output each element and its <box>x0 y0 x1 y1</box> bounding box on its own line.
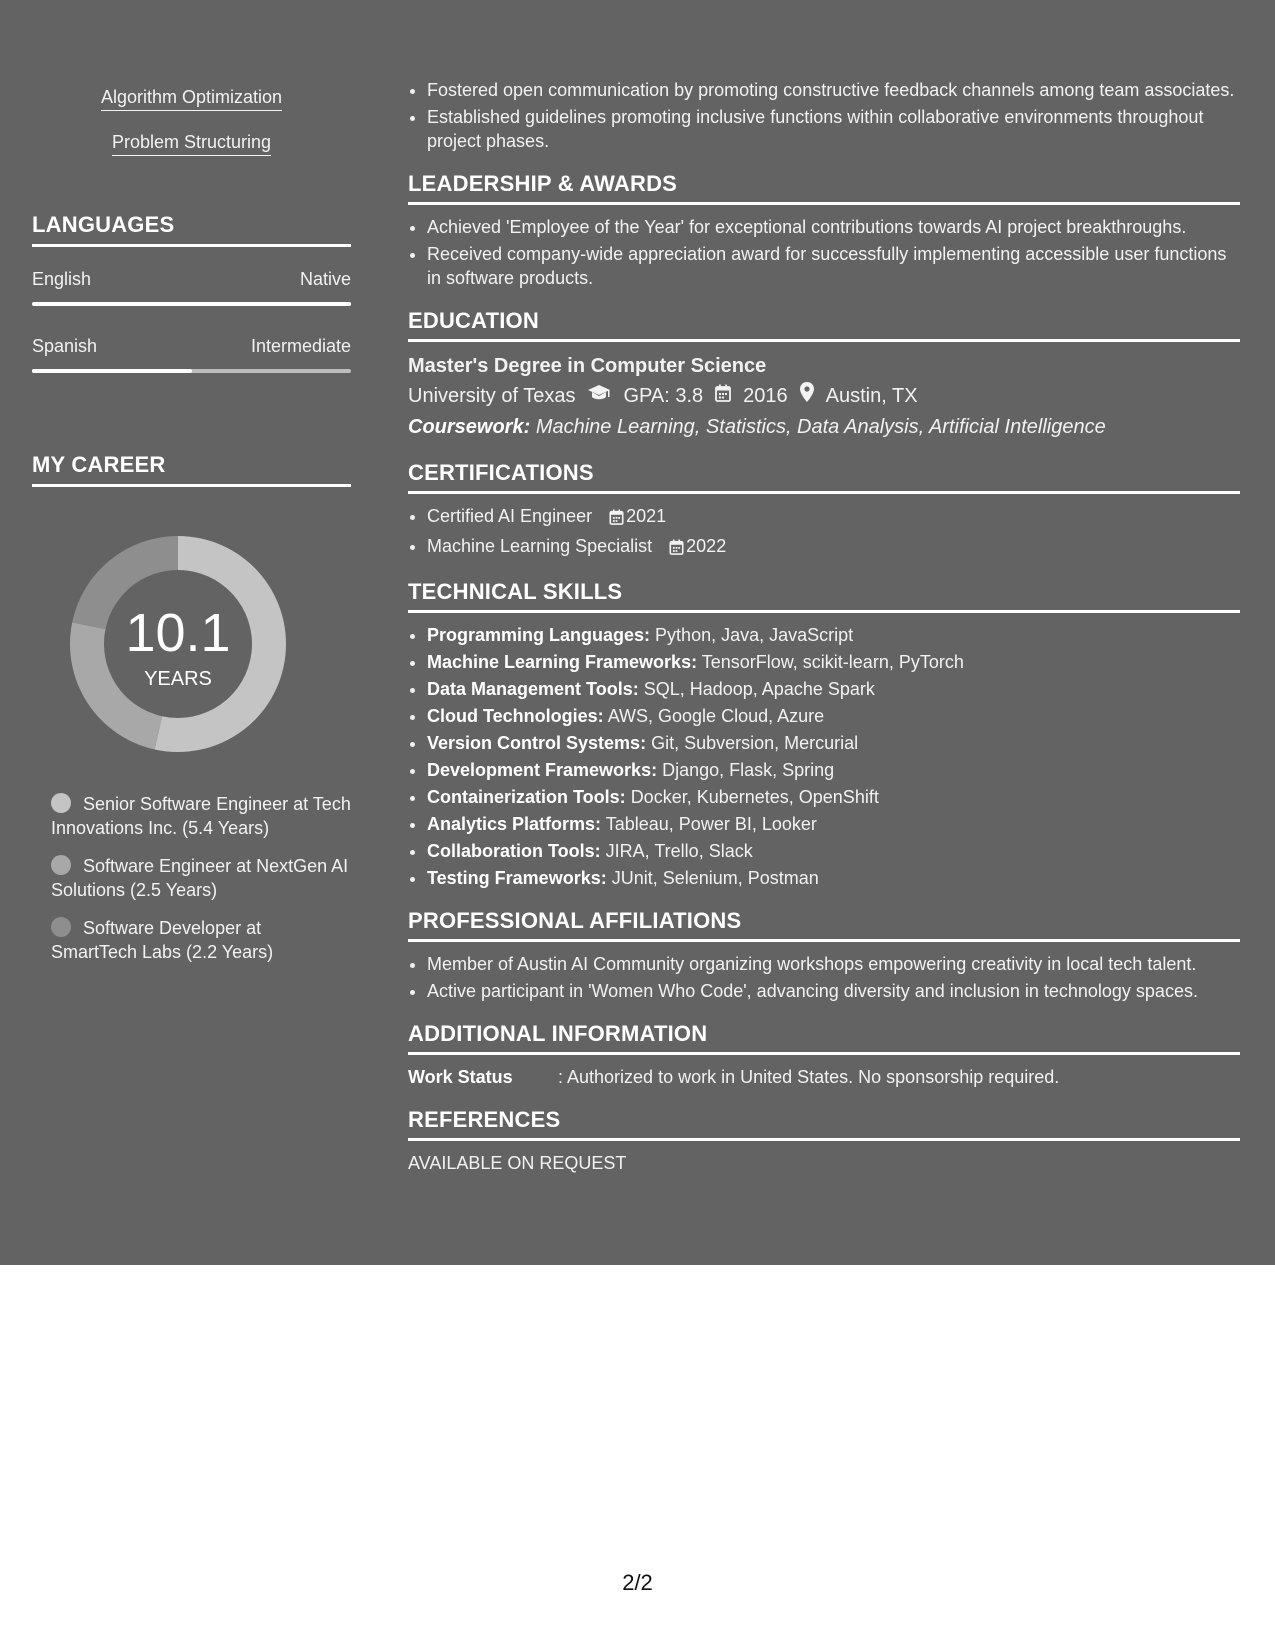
career-legend-item <box>51 854 351 902</box>
technical-skills-heading: TECHNICAL SKILLS <box>408 579 1240 613</box>
coursework-list: Machine Learning, Statistics, Data Analysis, Artificial Intelligence <box>535 416 1106 438</box>
skill-category: Machine Learning Frameworks: <box>427 652 698 672</box>
award-bullet: • Received company-wide appreciation award for successfully implementing accessible user functions in software products. <box>427 242 1240 290</box>
skill-item <box>427 677 1240 701</box>
language-name: Spanish <box>32 336 98 356</box>
skill-values: Django, Flask, Spring <box>662 760 835 780</box>
affiliations-section <box>408 908 1240 1003</box>
experience-continuation <box>408 78 1240 153</box>
skill-values: JIRA, Trello, Slack <box>605 841 753 861</box>
skill-values: Git, Subversion, Mercurial <box>651 733 859 753</box>
career-heading: MY CAREER <box>32 452 351 487</box>
skill-category: Version Control Systems: <box>427 733 647 753</box>
skill-category: Analytics Platforms: <box>427 814 602 834</box>
additional-info-heading: ADDITIONAL INFORMATION <box>408 1021 1240 1055</box>
career-donut-chart <box>66 532 290 756</box>
skill-item <box>427 731 1240 755</box>
certification-name: Machine Learning Specialist <box>427 536 653 556</box>
page-number: 2/2 <box>622 1570 653 1595</box>
references-text: AVAILABLE ON REQUEST <box>408 1153 627 1173</box>
graduation-cap-icon <box>587 380 611 412</box>
references-heading: REFERENCES <box>408 1107 1240 1141</box>
certification-name: Certified AI Engineer <box>427 506 593 526</box>
language-proficiency-fill <box>32 302 351 306</box>
skill-item <box>427 758 1240 782</box>
languages-heading: LANGUAGES <box>32 212 351 247</box>
graduation-year: 2016 <box>743 385 788 407</box>
main-content <box>408 78 1240 1175</box>
references-section <box>408 1107 1240 1175</box>
skill-category: Data Management Tools: <box>427 679 639 699</box>
calendar-icon <box>669 537 684 561</box>
skill-category: Programming Languages: <box>427 625 651 645</box>
career-role-text: Software Engineer at NextGen AI Solutions (2.5 Years) <box>51 856 349 900</box>
career-section <box>32 452 351 962</box>
career-legend-item <box>51 792 351 840</box>
legend-dot <box>51 855 71 875</box>
work-status-value: : Authorized to work in United States. No sponsorship required. <box>558 1067 1060 1087</box>
skill-tag: Problem Structuring <box>112 131 271 156</box>
affiliation-bullet: • Member of Austin AI Community organizing workshops empowering creativity in local tech talent. <box>427 952 1240 976</box>
affiliations-heading: PROFESSIONAL AFFILIATIONS <box>408 908 1240 942</box>
career-role-text: Software Developer at SmartTech Labs (2.2 Years) <box>51 918 274 962</box>
skill-category: Cloud Technologies: <box>427 706 604 726</box>
language-level: Native <box>299 269 351 289</box>
gpa: GPA: 3.8 <box>623 385 704 407</box>
skill-item <box>427 650 1240 674</box>
language-name: English <box>32 269 92 289</box>
career-legend-item <box>51 916 351 964</box>
language-item <box>32 336 351 373</box>
legend-dot <box>51 917 71 937</box>
affiliation-bullet: • Active participant in 'Women Who Code', advancing diversity and inclusion in technology spaces. <box>427 979 1240 1003</box>
career-role-text: Senior Software Engineer at Tech Innovations Inc. (5.4 Years) <box>51 794 351 838</box>
certifications-section <box>408 460 1240 561</box>
skill-item <box>427 704 1240 728</box>
skill-item <box>427 812 1240 836</box>
career-total-years: 10.1 <box>125 603 231 663</box>
experience-bullet: • Fostered open communication by promoting constructive feedback channels among team associates. <box>427 78 1240 102</box>
education-heading: EDUCATION <box>408 308 1240 342</box>
skill-item <box>427 785 1240 809</box>
skill-values: AWS, Google Cloud, Azure <box>607 706 825 726</box>
career-legend <box>51 792 351 978</box>
award-bullet: • Achieved 'Employee of the Year' for exceptional contributions towards AI project breakthroughs. <box>427 215 1240 239</box>
education-section <box>408 308 1240 442</box>
leadership-heading: LEADERSHIP & AWARDS <box>408 171 1240 205</box>
skill-item <box>427 839 1240 863</box>
skill-category: Containerization Tools: <box>427 787 626 807</box>
education-location: Austin, TX <box>825 385 918 407</box>
donut-center <box>66 532 290 756</box>
calendar-icon <box>609 507 624 531</box>
language-item <box>32 269 351 306</box>
skill-item <box>427 623 1240 647</box>
language-proficiency-bar <box>32 302 351 306</box>
skill-values: Tableau, Power BI, Looker <box>605 814 817 834</box>
skill-values: SQL, Hadoop, Apache Spark <box>643 679 875 699</box>
language-proficiency-fill <box>32 369 192 373</box>
work-status-row <box>408 1065 1240 1089</box>
leadership-section <box>408 171 1240 290</box>
skill-category: Testing Frameworks: <box>427 868 607 888</box>
skill-values: JUnit, Selenium, Postman <box>611 868 819 888</box>
skill-values: TensorFlow, scikit-learn, PyTorch <box>701 652 964 672</box>
skill-tag: Algorithm Optimization <box>101 86 282 111</box>
skill-values: Python, Java, JavaScript <box>655 625 854 645</box>
certification-item <box>427 504 1240 531</box>
career-total-unit: YEARS <box>144 668 212 690</box>
skill-item <box>427 866 1240 890</box>
skill-tags <box>32 86 351 176</box>
work-status-label: Work Status <box>408 1067 513 1087</box>
education-meta <box>408 380 1240 412</box>
skill-category: Development Frameworks: <box>427 760 658 780</box>
legend-dot <box>51 793 71 813</box>
language-level: Intermediate <box>250 336 351 356</box>
coursework <box>408 412 1240 442</box>
language-proficiency-bar <box>32 369 351 373</box>
coursework-label: Coursework: <box>408 416 531 438</box>
certification-year: 2021 <box>626 506 667 526</box>
school-name: University of Texas <box>408 385 576 407</box>
skill-category: Collaboration Tools: <box>427 841 601 861</box>
certifications-heading: CERTIFICATIONS <box>408 460 1240 494</box>
experience-bullet: • Established guidelines promoting inclusive functions within collaborative environments throughout project phases. <box>427 105 1240 153</box>
certification-item <box>427 534 1240 561</box>
calendar-icon <box>715 380 731 412</box>
languages-section <box>32 212 351 373</box>
additional-info-section <box>408 1021 1240 1089</box>
certification-year: 2022 <box>686 536 727 556</box>
location-pin-icon <box>800 380 814 412</box>
technical-skills-section <box>408 579 1240 890</box>
skill-values: Docker, Kubernetes, OpenShift <box>630 787 879 807</box>
degree-title: Master's Degree in Computer Science <box>408 355 767 377</box>
